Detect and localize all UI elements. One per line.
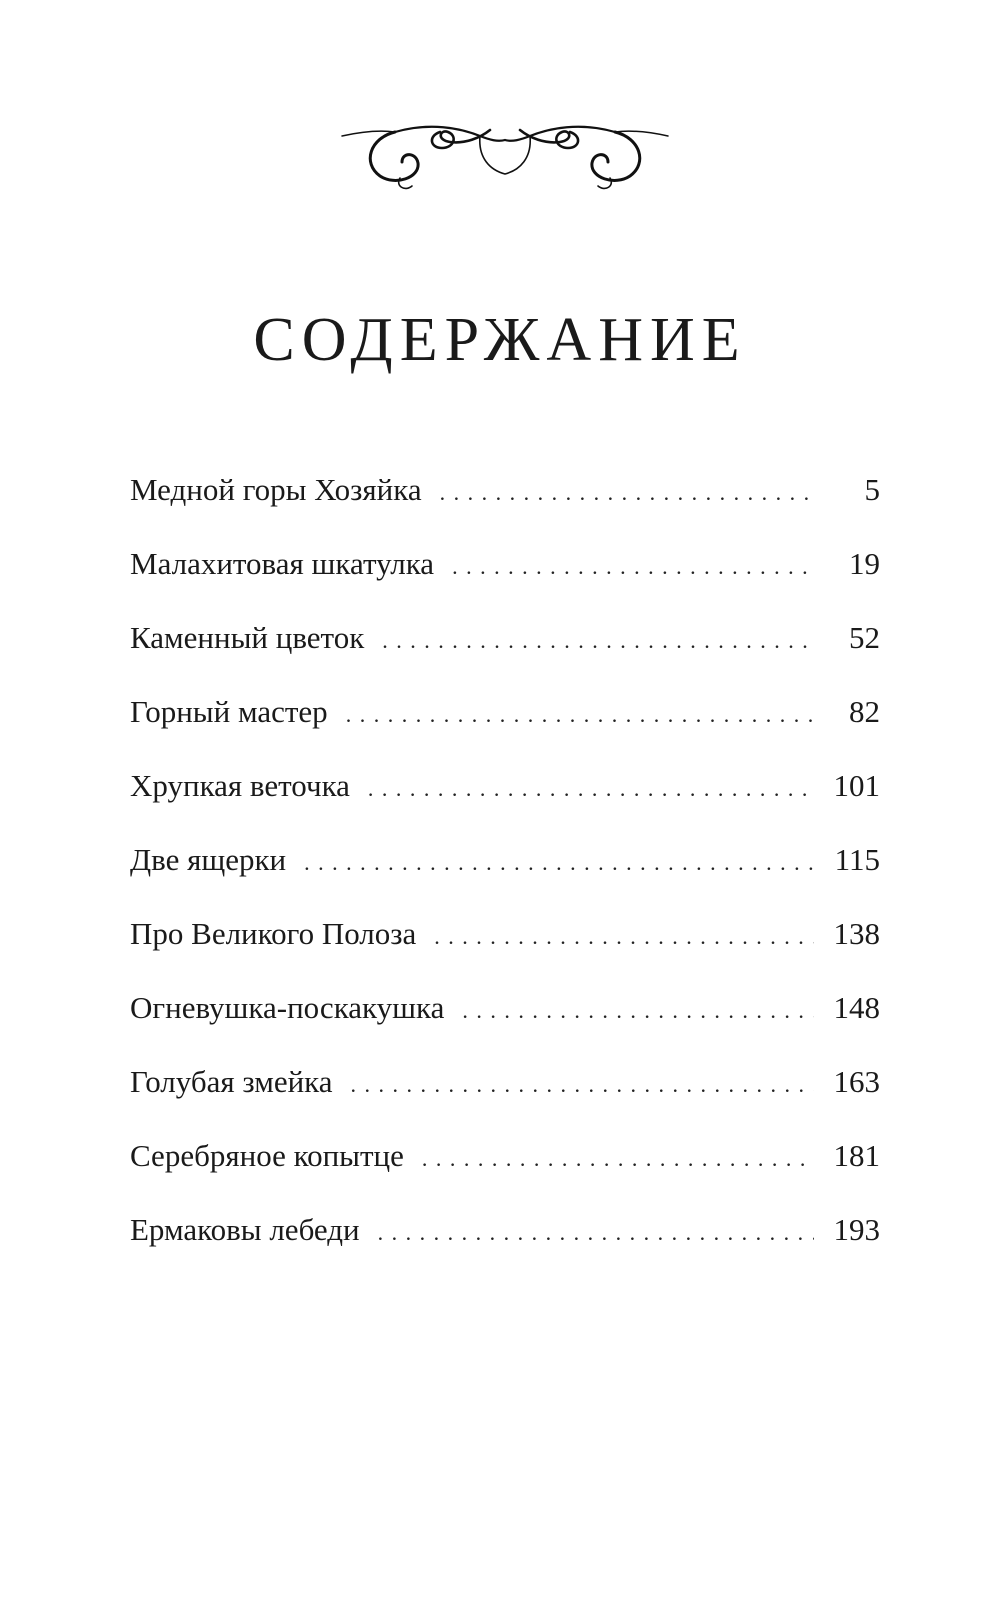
toc-entry-page-number: 193 bbox=[833, 1212, 880, 1247]
toc-dot-leader bbox=[351, 1065, 814, 1105]
toc-dot-leader bbox=[440, 473, 814, 513]
toc-entry-title: Про Великого Полоза bbox=[130, 916, 417, 951]
toc-entry-title: Две ящерки bbox=[130, 842, 287, 877]
toc-entry bbox=[130, 840, 880, 914]
toc-entry-page-number: 181 bbox=[833, 1138, 880, 1173]
toc-entry-page-number: 163 bbox=[833, 1064, 880, 1099]
toc-entry-page-number: 19 bbox=[849, 546, 880, 581]
toc-dot-leader bbox=[378, 1213, 814, 1253]
toc-entry-title: Медной горы Хозяйка bbox=[130, 472, 422, 507]
flourish-ornament-icon bbox=[340, 118, 670, 198]
toc-entry-page-number: 148 bbox=[833, 990, 880, 1025]
toc-entry bbox=[130, 692, 880, 766]
toc-entry-title: Ермаковы лебеди bbox=[130, 1212, 360, 1247]
toc-entry-page-number: 52 bbox=[849, 620, 880, 655]
toc-dot-leader bbox=[382, 621, 814, 661]
toc-entry bbox=[130, 470, 880, 544]
toc-entry bbox=[130, 1136, 880, 1210]
toc-entry bbox=[130, 766, 880, 840]
toc-entry-title: Каменный цветок bbox=[130, 620, 365, 655]
toc-entry-title: Хрупкая веточка bbox=[130, 768, 350, 803]
toc-entry bbox=[130, 1210, 880, 1284]
toc-entry bbox=[130, 914, 880, 988]
toc-entry-page-number: 5 bbox=[864, 472, 880, 507]
toc-dot-leader bbox=[462, 991, 814, 1031]
toc-entry-page-number: 82 bbox=[849, 694, 880, 729]
toc-entry-title: Серебряное копытце bbox=[130, 1138, 404, 1173]
toc-entry-title: Горный мастер bbox=[130, 694, 328, 729]
toc-dot-leader bbox=[452, 547, 814, 587]
toc-entry-page-number: 101 bbox=[833, 768, 880, 803]
table-of-contents bbox=[130, 470, 880, 1284]
toc-entry-title: Голубая змейка bbox=[130, 1064, 333, 1099]
toc-dot-leader bbox=[368, 769, 814, 809]
toc-entry bbox=[130, 618, 880, 692]
toc-entry-title: Малахитовая шкатулка bbox=[130, 546, 435, 581]
page-title: СОДЕРЖАНИЕ bbox=[253, 306, 747, 374]
toc-dot-leader bbox=[434, 917, 814, 957]
toc-dot-leader bbox=[304, 843, 814, 883]
toc-entry-title: Огневушка-поскакушка bbox=[130, 990, 445, 1025]
toc-entry-page-number: 138 bbox=[833, 916, 880, 951]
toc-entry bbox=[130, 1062, 880, 1136]
toc-dot-leader bbox=[422, 1139, 814, 1179]
toc-entry bbox=[130, 988, 880, 1062]
toc-dot-leader bbox=[346, 695, 814, 735]
toc-entry bbox=[130, 544, 880, 618]
toc-entry-page-number: 115 bbox=[834, 842, 880, 877]
